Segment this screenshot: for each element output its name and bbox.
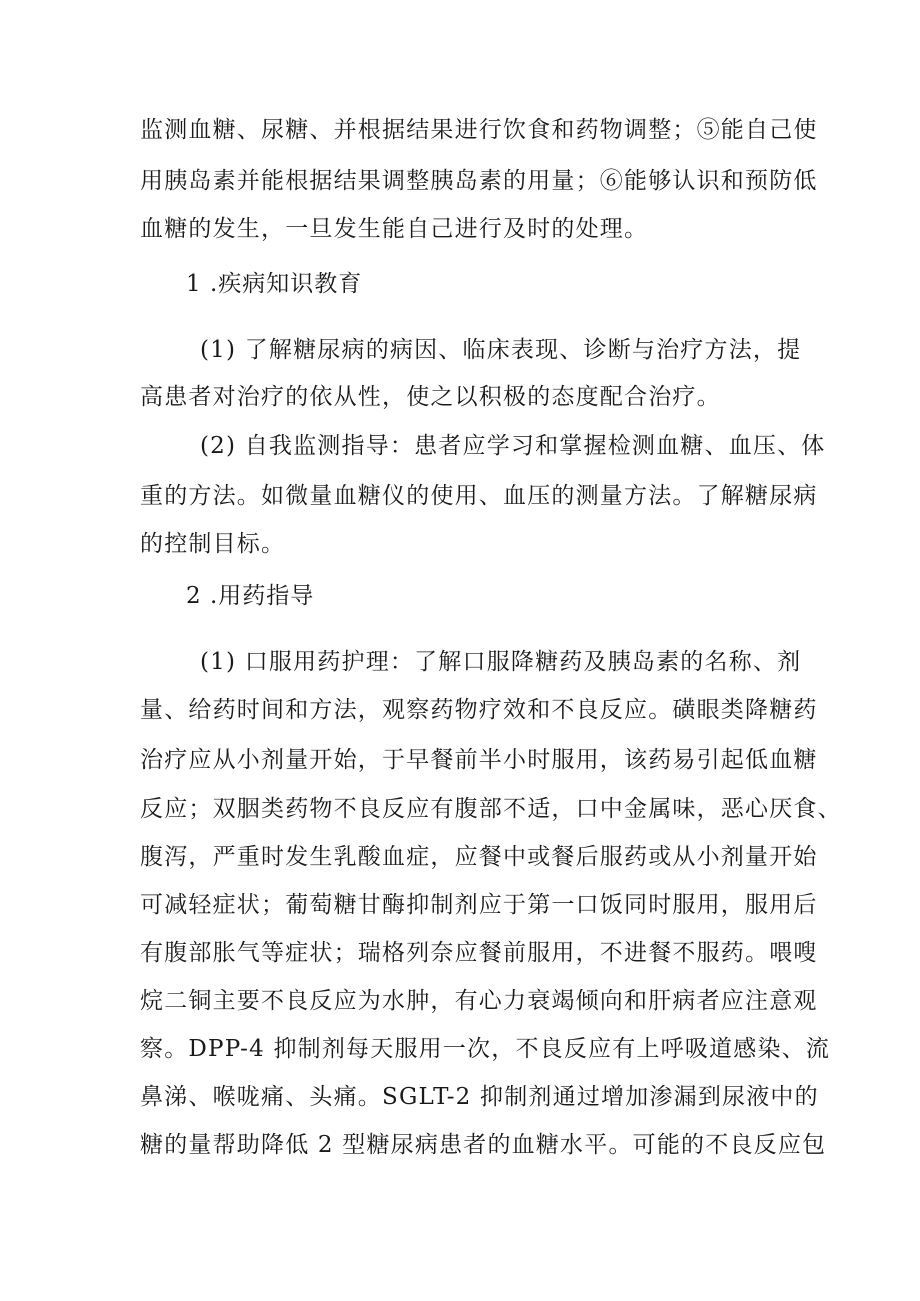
text-line: (1) 了解糖尿病的病因、临床表现、诊断与治疗方法，提: [200, 337, 802, 363]
text-line: 监测血糖、尿糖、并根据结果进行饮食和药物调整；⑤能自己使: [140, 117, 818, 143]
text-line: 鼻涕、喉咙痛、头痛。SGLT-2 抑制剂通过增加渗漏到尿液中的: [140, 1084, 819, 1110]
text-line: 用胰岛素并能根据结果调整胰岛素的用量；⑥能够认识和预防低: [140, 168, 818, 194]
text-line: 糖的量帮助降低 2 型糖尿病患者的血糖水平。可能的不良反应包: [140, 1132, 827, 1158]
text-line: 治疗应从小剂量开始，于早餐前半小时服用，该药易引起低血糖: [140, 747, 818, 773]
text-line: 有腹部胀气等症状；瑞格列奈应餐前服用，不进餐不服药。喂嗖: [140, 940, 818, 966]
text-line: 反应；双胭类药物不良反应有腹部不适，口中金属味，恶心厌食、: [140, 796, 842, 822]
text-line: (1) 口服用药护理：了解口服降糖药及胰岛素的名称、剂: [200, 649, 802, 675]
text-line: 的控制目标。: [140, 531, 286, 557]
text-line: 重的方法。如微量血糖仪的使用、血压的测量方法。了解糖尿病: [140, 483, 818, 509]
text-line: 腹泻，严重时发生乳酸血症，应餐中或餐后服药或从小剂量开始: [140, 844, 818, 870]
text-line: (2) 自我监测指导：患者应学习和掌握检测血糖、血压、体: [200, 433, 826, 459]
text-line: 察。DPP-4 抑制剂每天服用一次，不良反应有上呼吸道感染、流: [140, 1036, 831, 1062]
section-heading: 2 .用药指导: [186, 583, 315, 609]
text-line: 可减轻症状；葡萄糖甘酶抑制剂应于第一口饭同时服用，服用后: [140, 892, 818, 918]
text-line: 高患者对治疗的依从性，使之以积极的态度配合治疗。: [140, 384, 721, 410]
text-line: 烷二铜主要不良反应为水肿，有心力衰竭倾向和肝病者应注意观: [140, 988, 818, 1014]
text-line: 血糖的发生，一旦发生能自己进行及时的处理。: [140, 216, 649, 242]
section-heading: 1 .疾病知识教育: [186, 271, 363, 297]
text-line: 量、给药时间和方法，观察药物疗效和不良反应。磺眼类降糖药: [140, 697, 818, 723]
